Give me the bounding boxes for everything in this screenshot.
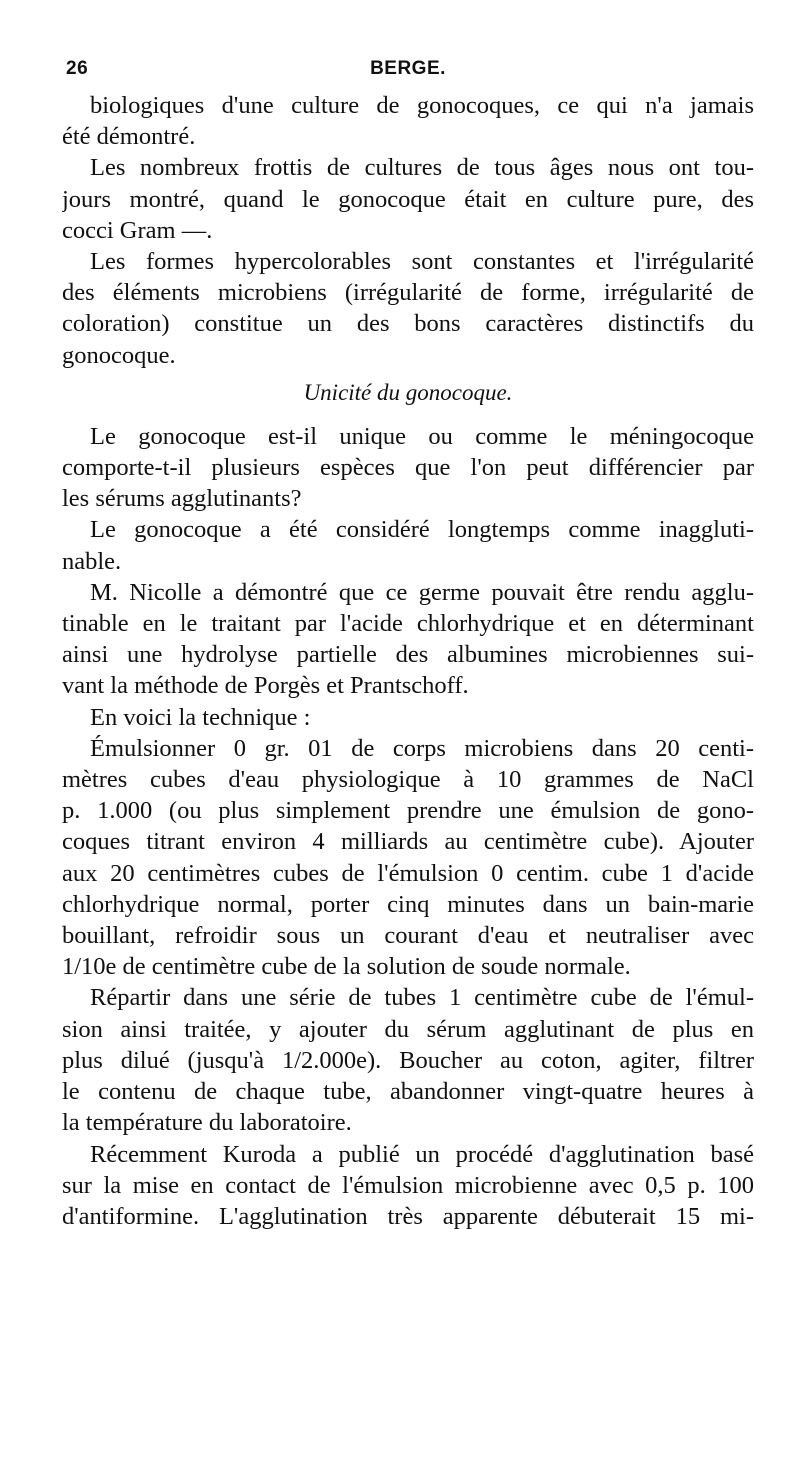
page-number: 26 xyxy=(66,58,89,79)
text-line: ainsi une hydrolyse partielle des albumines microbiennes sui- xyxy=(62,641,754,669)
text-line: Récemment Kuroda a publié un procédé d'agglutination basé xyxy=(90,1140,754,1168)
text-line: les sérums agglutinants? xyxy=(62,485,302,513)
text-line: Émulsionner 0 gr. 01 de corps microbiens dans 20 centi- xyxy=(90,734,754,762)
text-line: Les formes hypercolorables sont constantes et l'irrégularité xyxy=(90,248,754,276)
text-line: vant la méthode de Porgès et Prantschoff. xyxy=(62,672,469,700)
paragraph xyxy=(62,577,754,702)
text-line: sion ainsi traitée, y ajouter du sérum agglutinant de plus en xyxy=(62,1015,754,1043)
text-line: nable. xyxy=(62,547,122,575)
text-line: coloration) constitue un des bons caractères distinctifs du xyxy=(62,310,754,338)
text-line: été démontré. xyxy=(62,123,196,151)
paragraph xyxy=(62,152,754,246)
text-line: mètres cubes d'eau physiologique à 10 grammes de NaCl xyxy=(62,766,754,794)
paragraph xyxy=(62,702,754,733)
text-line: comporte-t-il plusieurs espèces que l'on peut différencier par xyxy=(62,454,754,482)
text-line: jours montré, quand le gonocoque était en culture pure, des xyxy=(62,185,754,213)
paragraph xyxy=(62,514,754,576)
paragraph xyxy=(62,421,754,515)
section-title: Unicité du gonocoque. xyxy=(303,379,513,405)
text-line: Le gonocoque est-il unique ou comme le méningocoque xyxy=(90,422,754,450)
text-line: sur la mise en contact de l'émulsion microbienne avec 0,5 p. 100 xyxy=(62,1171,754,1199)
text-line: aux 20 centimètres cubes de l'émulsion 0 centim. cube 1 d'acide xyxy=(62,859,754,887)
text-line: plus dilué (jusqu'à 1/2.000e). Boucher au coton, agiter, filtrer xyxy=(62,1046,754,1074)
text-line: tinable en le traitant par l'acide chlorhydrique et en déterminant xyxy=(62,610,754,638)
running-head xyxy=(62,50,754,90)
running-title: BERGE. xyxy=(370,58,446,79)
body-text xyxy=(62,90,754,1232)
text-line: chlorhydrique normal, porter cinq minutes dans un bain-marie xyxy=(62,890,754,918)
text-line: En voici la technique : xyxy=(90,703,311,731)
text-line: la température du laboratoire. xyxy=(62,1109,352,1137)
text-line: Le gonocoque a été considéré longtemps comme inaggluti- xyxy=(90,516,754,544)
paragraph xyxy=(62,246,754,371)
paragraph xyxy=(62,733,754,983)
text-line: gonocoque. xyxy=(62,341,176,369)
text-line: des éléments microbiens (irrégularité de forme, irrégularité de xyxy=(62,279,754,307)
paragraphs-after-section xyxy=(62,421,754,1232)
paragraph xyxy=(62,1139,754,1233)
text-line: Les nombreux frottis de cultures de tous âges nous ont tou- xyxy=(90,154,754,182)
text-line: M. Nicolle a démontré que ce germe pouvait être rendu agglu- xyxy=(90,578,754,606)
text-line: d'antiformine. L'agglutination très apparente débuterait 15 mi- xyxy=(62,1202,754,1230)
text-line: Répartir dans une série de tubes 1 centimètre cube de l'émul- xyxy=(90,984,754,1012)
paragraph xyxy=(62,982,754,1138)
text-line: 1/10e de centimètre cube de la solution de soude normale. xyxy=(62,953,631,981)
text-line: bouillant, refroidir sous un courant d'eau et neutraliser avec xyxy=(62,922,754,950)
text-line: cocci Gram —. xyxy=(62,216,213,244)
text-line: coques titrant environ 4 milliards au centimètre cube). Ajouter xyxy=(62,828,754,856)
text-line: p. 1.000 (ou plus simplement prendre une émulsion de gono- xyxy=(62,797,754,825)
text-line: biologiques d'une culture de gonocoques, ce qui n'a jamais xyxy=(90,92,754,119)
paragraphs-before-section xyxy=(62,90,754,371)
paragraph xyxy=(62,90,754,152)
text-line: le contenu de chaque tube, abandonner vingt-quatre heures à xyxy=(62,1078,754,1106)
book-page xyxy=(62,50,754,1232)
